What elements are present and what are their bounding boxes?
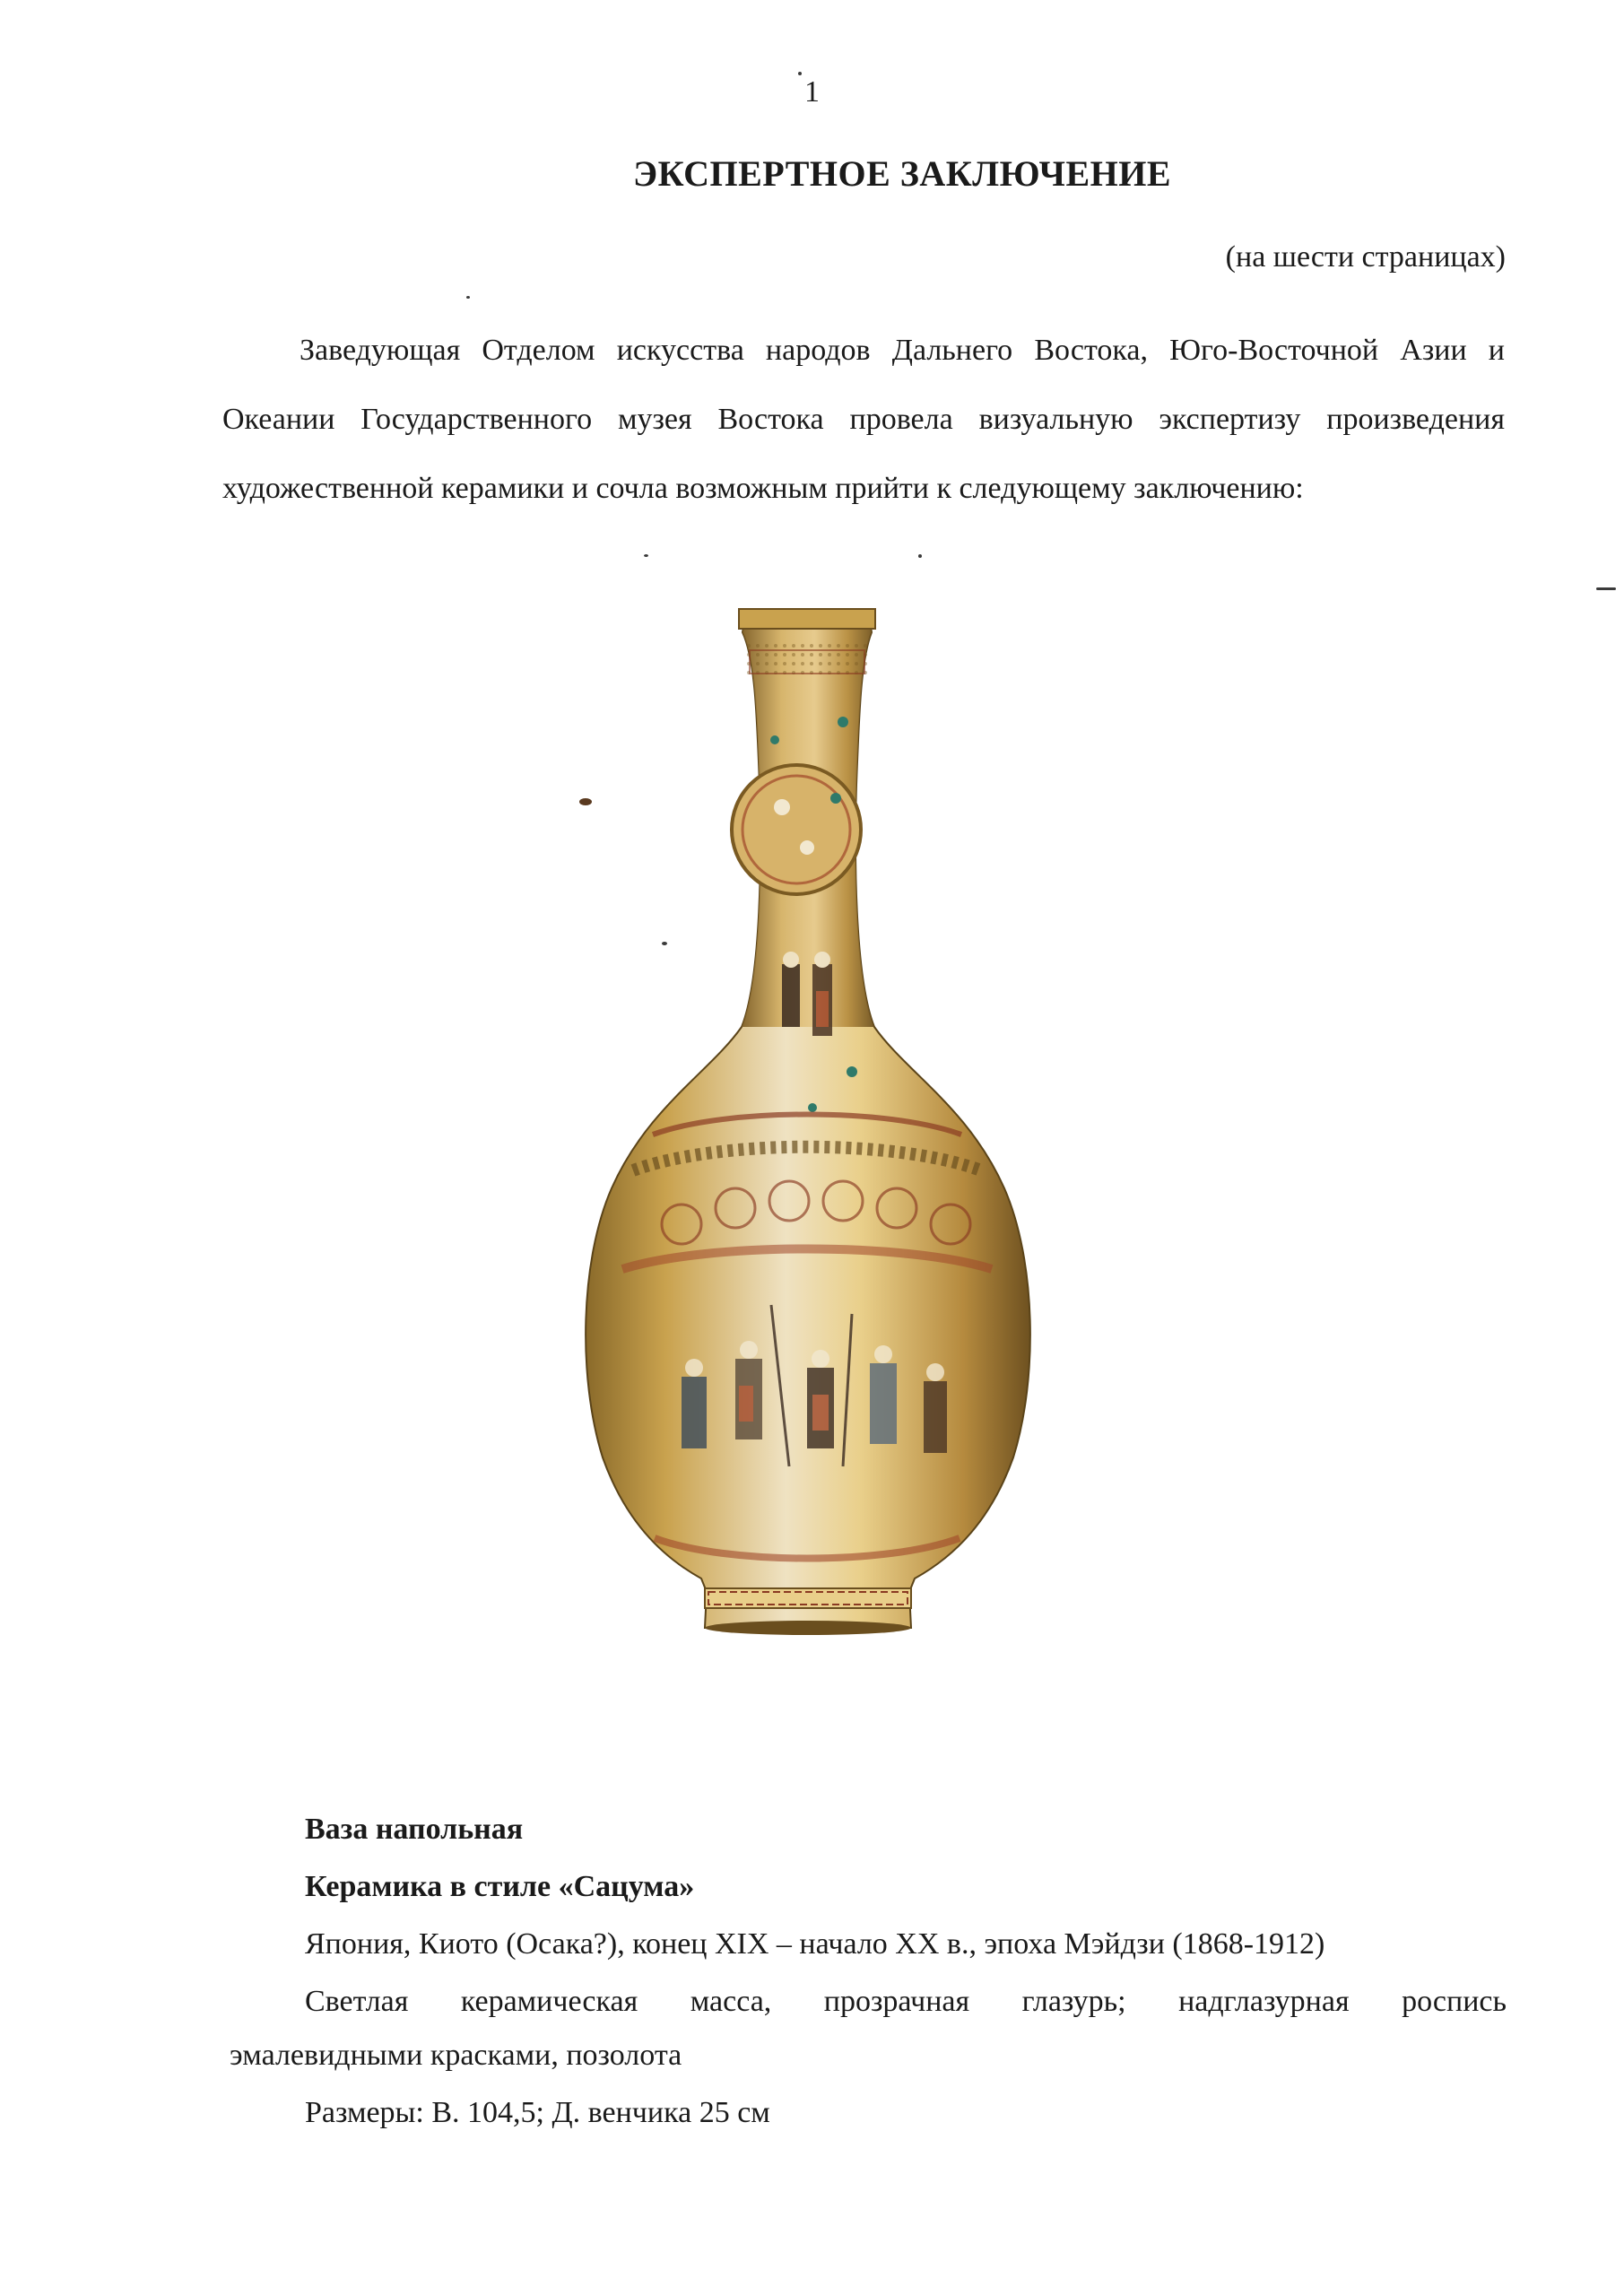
item-dimensions: Размеры: В. 104,5; Д. венчика 25 см — [305, 2096, 770, 2129]
item-name: Ваза напольная — [305, 1813, 524, 1846]
item-caption — [230, 1803, 1507, 2140]
scan-speck — [918, 554, 922, 558]
pages-note: (на шести страницах) — [1225, 240, 1506, 274]
item-material-line2: эмалевидными красками, позолота — [230, 2039, 682, 2072]
scan-speck — [644, 554, 648, 557]
scan-speck — [1596, 587, 1616, 590]
scan-speck — [798, 72, 802, 75]
scan-speck — [579, 798, 592, 805]
intro-paragraph: Заведующая Отделом искусства народов Дальнего Востока, Юго-Восточной Азии и Океании Государственного музея Востока провела визуальную экспертизу произведения художественной керамики и сочла возможным прийти к следующему заключению: — [222, 334, 1505, 505]
page-number: 1 — [804, 75, 820, 109]
item-origin: Япония, Киото (Осака?), конец XIX – начало XX в., эпоха Мэйдзи (1868-1912) — [305, 1927, 1325, 1961]
item-material-line1: Светлая керамическая масса, прозрачная глазурь; надглазурная роспись — [305, 1985, 1507, 2018]
item-style: Керамика в стиле «Сацума» — [305, 1870, 695, 1903]
scan-speck — [662, 942, 667, 945]
vase-photo — [547, 605, 1067, 1762]
scan-speck — [466, 296, 470, 299]
document-title: ЭКСПЕРТНОЕ ЗАКЛЮЧЕНИЕ — [632, 153, 1172, 194]
